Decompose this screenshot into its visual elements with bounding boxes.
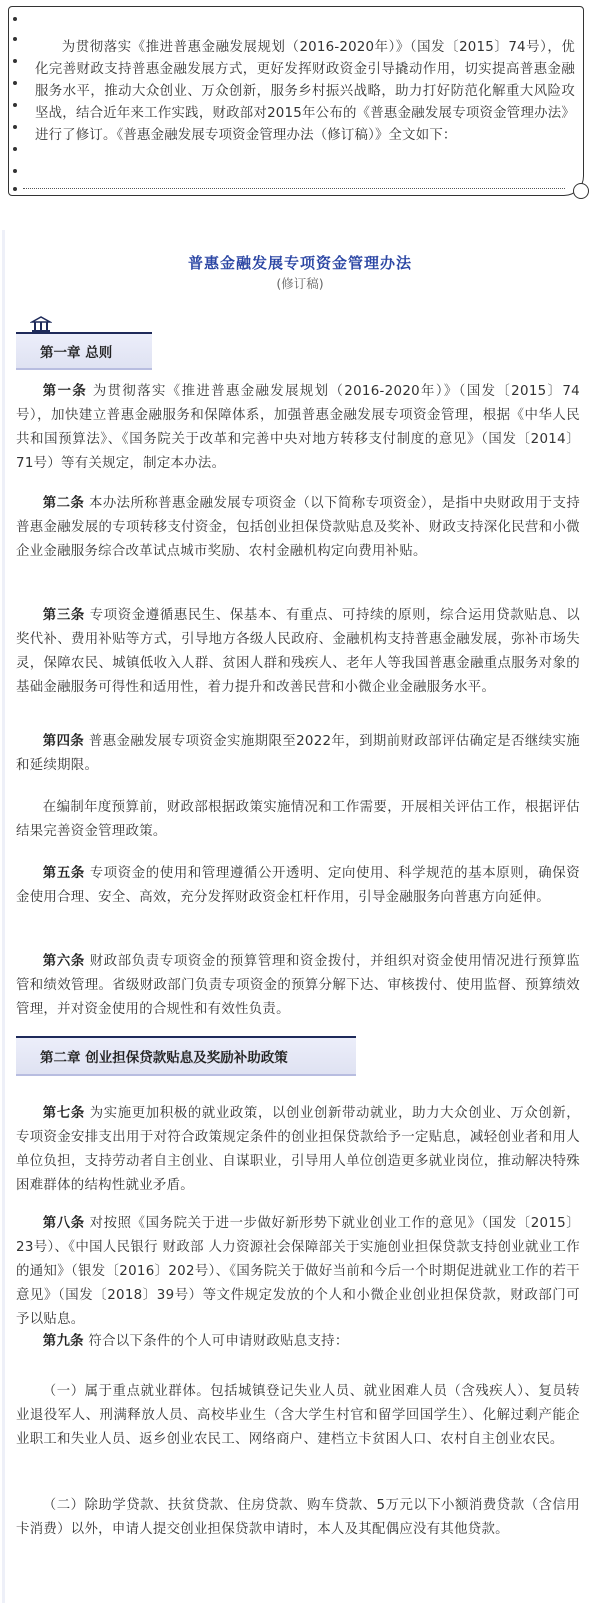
article-9: 第九条 符合以下条件的个人可申请财政贴息支持： — [42, 1334, 349, 1349]
article-3: 第三条 专项资金遵循惠民生、保基本、有重点、可持续的原则，综合运用贷款贴息、以奖代补、费用补贴等方式，引导地方各级人民政府、金融机构支持普惠金融发展，弥补市场失灵，保障农民、城镇低收入人群、贫困人群和残疾人、老年人等我国普惠金融重点服务对象的基础金融服务可得性和适用性，着力提升和改善民营和小微企业金融服务水平。 — [16, 608, 580, 695]
article-9-item-2: （二）除助学贷款、扶贫贷款、住房贷款、购车贷款、5万元以下小额消费贷款（含信用卡消费）以外，申请人提交创业担保贷款申请时，本人及其配偶应没有其他贷款。 — [16, 1498, 580, 1537]
article-5: 第五条 专项资金的使用和管理遵循公开透明、定向使用、科学规范的基本原则，确保资金使用合理、安全、高效，充分发挥财政资金杠杆作用，引导金融服务向普惠方向延伸。 — [16, 866, 580, 905]
document-subtitle: (修订稿) — [276, 276, 324, 291]
intro-text: 为贯彻落实《推进普惠金融发展规划（2016-2020年）》（国发〔2015〕74号），优化完善财政支持普惠金融发展方式，更好发挥财政资金引导撬动作用，切实提高普惠金融服务水平，推动大众创业、万众创新，服务乡村振兴战略，助力打好防范化解重大风险攻坚战，结合近年来工作实践，财政部对2015年公布的《普惠金融发展专项资金管理办法》进行了修订。《普惠金融发展专项资金管理办法（修订稿）》全文如下： — [35, 40, 575, 143]
corner-circle-icon — [573, 183, 589, 199]
document-edge — [2, 230, 5, 1603]
notebook-binding — [9, 7, 23, 195]
document-title: 普惠金融发展专项资金管理办法 — [187, 254, 412, 272]
chapter-title: 第一章 总则 — [40, 345, 113, 361]
article-2: 第二条 本办法所称普惠金融发展专项资金（以下简称专项资金），是指中央财政用于支持普惠金融发展的专项转移支付资金，包括创业担保贷款贴息及奖补、财政支持深化民营和小微企业金融服务综合改革试点城市奖励、农村金融机构定向费用补贴。 — [16, 496, 581, 559]
article-8: 第八条 对按照《国务院关于进一步做好新形势下就业创业工作的意见》（国发〔2015〕23号）、《中国人民银行 财政部 人力资源社会保障部关于实施创业担保贷款支持创业就业工作的通知》（银发〔2016〕202号）、《国务院关于做好当前和今后一个时期促进就业工作的若干意见》（国发〔2018〕39号）等文件规定发放的个人和小微企业创业担保贷款，财政部门可予以贴息。 — [16, 1216, 580, 1327]
article-4: 第四条 普惠金融发展专项资金实施期限至2022年，到期前财政部评估确定是否继续实施和延续期限。 — [16, 734, 580, 773]
chapter-heading-2 — [16, 1036, 356, 1074]
article-1: 第一条 为贯彻落实《推进普惠金融发展规划（2016-2020年）》（国发〔2015〕74号），加快建立普惠金融服务和保障体系，加强普惠金融发展专项资金管理，根据《中华人民共和国预算法》、《国务院关于改革和完善中央对地方转移支付制度的意见》（国发〔2014〕71号）等有关规定，制定本办法。 — [16, 384, 580, 471]
building-icon — [30, 316, 52, 332]
article-9-item-1: （一）属于重点就业群体。包括城镇登记失业人员、就业困难人员（含残疾人）、复员转业退役军人、刑满释放人员、高校毕业生（含大学生村官和留学回国学生）、化解过剩产能企业职工和失业人员、返乡创业农民工、网络商户、建档立卡贫困人口、农村自主创业农民。 — [16, 1384, 580, 1447]
article-4-paragraph-2: 在编制年度预算前，财政部根据政策实施情况和工作需要，开展相关评估工作，根据评估结果完善资金管理政策。 — [16, 800, 580, 839]
chapter-heading-1 — [16, 318, 152, 361]
chapter-title: 第二章 创业担保贷款贴息及奖励补助政策 — [40, 1050, 288, 1066]
article-6: 第六条 财政部负责专项资金的预算管理和资金拨付，并组织对资金使用情况进行预算监管和绩效管理。省级财政部门负责专项资金的预算分解下达、审核拨付、使用监督、预算绩效管理，并对资金使用的合规性和有效性负责。 — [16, 954, 580, 1017]
document — [0, 230, 600, 1603]
article-7: 第七条 为实施更加积极的就业政策，以创业创新带动就业，助力大众创业、万众创新，专项资金安排支出用于对符合政策规定条件的创业担保贷款给予一定贴息，减轻创业者和用人单位负担，支持劳动者自主创业、自谋职业，引导用人单位创造更多就业岗位，推动解决特殊困难群体的结构性就业矛盾。 — [16, 1106, 580, 1193]
intro-divider — [23, 188, 565, 189]
intro-box — [8, 6, 584, 196]
